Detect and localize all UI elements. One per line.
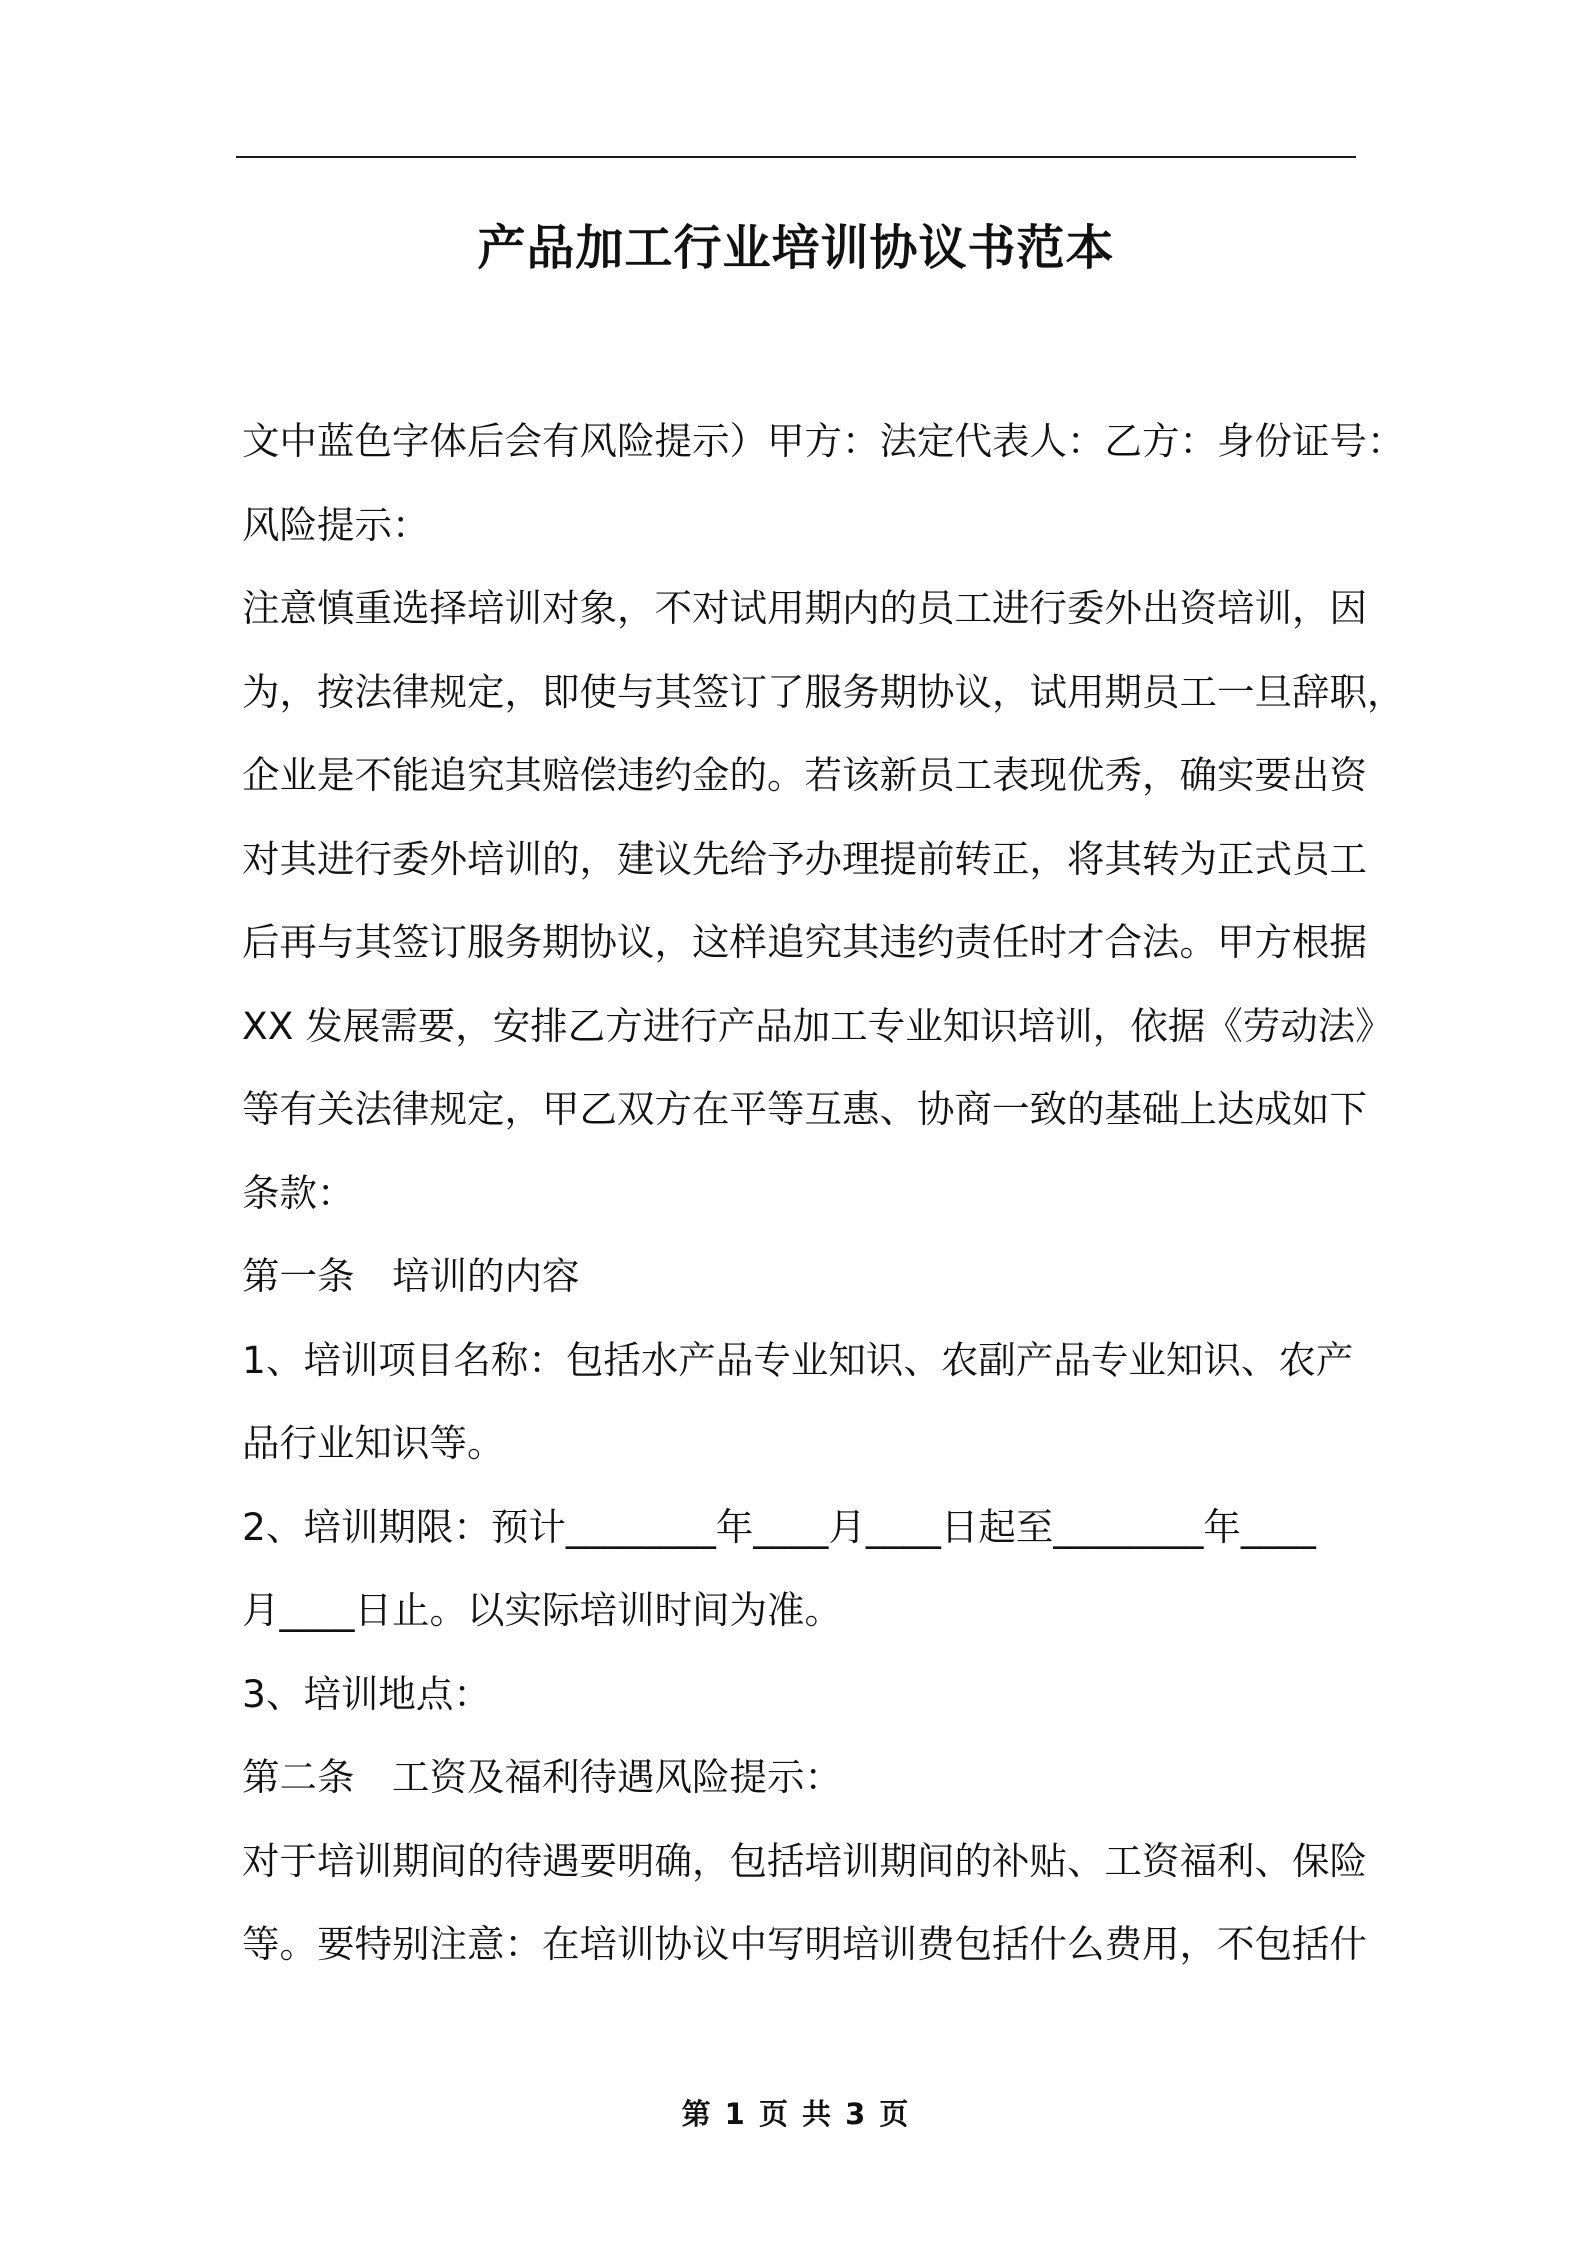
header-rule bbox=[236, 156, 1356, 158]
body-line: 注意慎重选择培训对象，不对试用期内的员工进行委外出资培训，因 bbox=[242, 586, 1367, 630]
body-line: 风险提示： bbox=[242, 502, 430, 547]
page-number: 第 1 页 共 3 页 bbox=[681, 2097, 911, 2131]
body-line: 1、培训项目名称：包括水产品专业知识、农副产品专业知识、农产 bbox=[242, 1337, 1354, 1382]
body-line: 企业是不能追究其赔偿违约金的。若该新员工表现优秀，确实要出资 bbox=[242, 753, 1367, 797]
body-line: 为，按法律规定，即使与其签订了服务期协议，试用期员工一旦辞职， bbox=[242, 669, 1405, 714]
body-line: 文中蓝色字体后会有风险提示）甲方：法定代表人：乙方：身份证号： bbox=[242, 419, 1405, 463]
body-line: 对其进行委外培训的，建议先给予办理提前转正，将其转为正式员工 bbox=[242, 836, 1367, 881]
body-line: 3、培训地点： bbox=[242, 1671, 491, 1716]
body-line: XX 发展需要，安排乙方进行产品加工专业知识培训，依据《劳动法》 bbox=[242, 1003, 1393, 1048]
document-body bbox=[242, 400, 1405, 1987]
document-title: 产品加工行业培训协议书范本 bbox=[477, 220, 1115, 276]
body-line: 月____日止。以实际培训时间为准。 bbox=[242, 1588, 842, 1632]
section-heading: 第二条 工资及福利待遇风险提示： bbox=[242, 1755, 842, 1799]
body-line: 条款： bbox=[242, 1170, 355, 1215]
body-line: 品行业知识等。 bbox=[242, 1421, 505, 1465]
body-line: 2、培训期限：预计________年____月____日起至________年____ bbox=[242, 1504, 1316, 1549]
section-heading: 第一条 培训的内容 bbox=[242, 1254, 580, 1298]
body-line: 等。要特别注意：在培训协议中写明培训费包括什么费用，不包括什 bbox=[242, 1922, 1367, 1966]
body-line: 等有关法律规定，甲乙双方在平等互惠、协商一致的基础上达成如下 bbox=[242, 1087, 1367, 1131]
body-line: 对于培训期间的待遇要明确，包括培训期间的补贴、工资福利、保险 bbox=[242, 1838, 1367, 1883]
body-line: 后再与其签订服务期协议，这样追究其违约责任时才合法。甲方根据 bbox=[242, 920, 1367, 964]
